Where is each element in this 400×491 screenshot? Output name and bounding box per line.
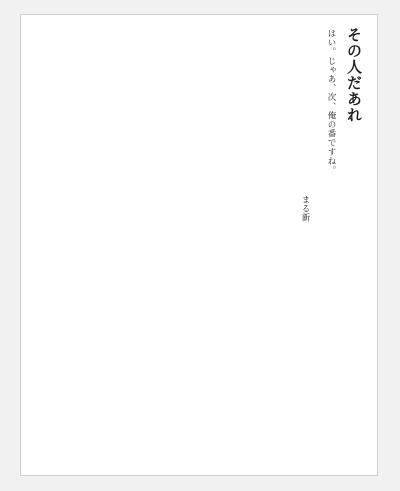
- story-greeting: はい。じゃあ、次、俺の番ですね。: [326, 29, 336, 175]
- story-title: その人だあれ: [345, 27, 363, 123]
- book-page: [20, 14, 378, 476]
- author-name: まる新: [300, 195, 310, 223]
- body-text-top-tier: [31, 29, 293, 237]
- body-text-bottom-tier: [31, 255, 365, 463]
